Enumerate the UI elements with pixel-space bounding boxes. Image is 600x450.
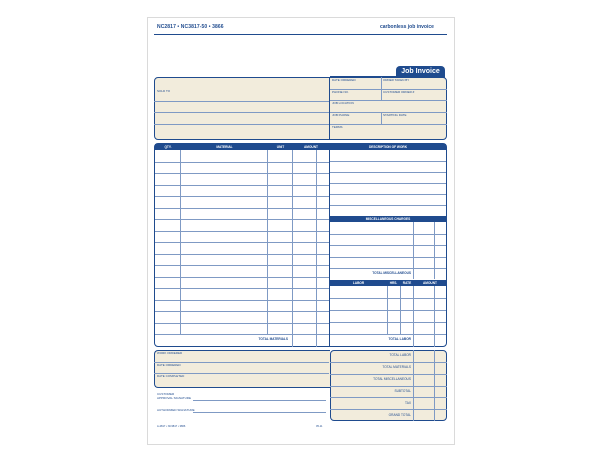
- summary-row-line: [330, 362, 447, 363]
- footer-left-code: A-2817 • NC3817 • 3866: [157, 425, 186, 428]
- info-divider: [329, 77, 330, 140]
- summary-rows: [330, 350, 447, 421]
- date-ordered-bottom-label: DATE ORDERED: [157, 363, 181, 367]
- materials-row-line: [155, 311, 329, 312]
- materials-row-line: [155, 300, 329, 301]
- rate-col-rule: [413, 286, 414, 347]
- sold-to-line-1: [154, 101, 329, 102]
- description-row-line: [330, 172, 446, 173]
- materials-row-line: [155, 277, 329, 278]
- materials-row-line: [155, 288, 329, 289]
- materials-row-line: [155, 334, 329, 335]
- misc-row-line: [330, 257, 446, 258]
- hrs-col-rule: [400, 286, 401, 335]
- job-location-label: JOB LOCATION: [332, 101, 354, 105]
- phone-split: [381, 89, 382, 100]
- materials-row-line: [155, 265, 329, 266]
- date-completed-label: DATE COMPLETED: [157, 374, 185, 378]
- materials-row-line: [155, 162, 329, 163]
- header-divider: [154, 34, 447, 35]
- labor-row-line: [330, 334, 446, 335]
- total-misc-label: TOTAL MISCELLANEOUS: [372, 271, 411, 275]
- customer-order-label: CUSTOMER ORDER #: [383, 90, 415, 94]
- materials-row-line: [155, 323, 329, 324]
- misc-row-line: [330, 234, 446, 235]
- date-split: [381, 77, 382, 89]
- authorized-signature-line[interactable]: [193, 412, 326, 413]
- info-row-line-4: [330, 124, 447, 125]
- materials-grid: [155, 150, 329, 347]
- amount-cents-rule: [316, 150, 317, 347]
- misc-cents-rule: [434, 222, 435, 279]
- labor-row-line: [330, 322, 446, 323]
- summary-row-label: TAX: [405, 400, 411, 405]
- summary-row-line: [330, 386, 447, 387]
- summary-row-line: [330, 409, 447, 410]
- authorized-signature-label: AUTHORIZED SIGNATURE: [157, 408, 195, 412]
- brand-text: carbonless job invoice: [380, 24, 434, 30]
- description-row-line: [330, 205, 446, 206]
- approval-signature-label: APPROVAL SIGNATURE: [157, 396, 191, 400]
- misc-row-line: [330, 245, 446, 246]
- phone-no-label: PHONE NO.: [332, 90, 349, 94]
- labor-row-line: [330, 298, 446, 299]
- materials-row-line: [155, 254, 329, 255]
- info-section: [154, 77, 447, 140]
- order-taken-by-label: ORDER TAKEN BY: [383, 78, 410, 82]
- description-grid: [330, 150, 446, 215]
- approval-signature-line[interactable]: [193, 400, 326, 401]
- total-materials-label: TOTAL MATERIALS: [258, 337, 288, 341]
- sold-to-line-2: [154, 112, 329, 113]
- materials-row-line: [155, 231, 329, 232]
- description-row-line: [330, 183, 446, 184]
- sold-to-label: SOLD TO: [157, 89, 171, 93]
- sold-to-line-3: [154, 124, 329, 125]
- labor-cents-rule: [434, 286, 435, 347]
- materials-row-line: [155, 242, 329, 243]
- total-labor-label: TOTAL LABOR: [388, 337, 411, 341]
- form-title-tab: Job Invoice: [396, 66, 445, 78]
- qty-col-rule: [180, 150, 181, 335]
- labor-header: LABOR: [330, 280, 387, 286]
- unit-header: UNIT: [268, 144, 293, 150]
- rate-header: RATE: [400, 280, 414, 286]
- customer-label: CUSTOMER: [157, 392, 175, 396]
- labor-amount-header: AMOUNT: [414, 280, 446, 286]
- materials-row-line: [155, 219, 329, 220]
- misc-row-line: [330, 268, 446, 269]
- description-header: DESCRIPTION OF WORK: [330, 144, 446, 150]
- product-code: NC2817 • NC3817-50 • 3866: [157, 24, 224, 30]
- description-row-line: [330, 161, 446, 162]
- terms-label: TERMS: [332, 125, 343, 129]
- labor-row-line: [330, 310, 446, 311]
- work-dates-box: [154, 350, 330, 388]
- summary-row-label: TOTAL MISCELLANEOUS: [373, 377, 411, 382]
- job-phone-split: [381, 112, 382, 124]
- misc-amount-rule: [413, 222, 414, 279]
- starting-date-label: STARTING DATE: [383, 113, 407, 117]
- summary-amount-rule: [413, 350, 414, 421]
- work-ordered-label: WORK ORDERED: [157, 351, 183, 355]
- materials-row-line: [155, 173, 329, 174]
- unit-col-rule: [292, 150, 293, 347]
- summary-cents-rule: [434, 350, 435, 421]
- summary-row-label: GRAND TOTAL: [388, 412, 411, 417]
- amount-header: AMOUNT: [293, 144, 329, 150]
- summary-row-label: SUBTOTAL: [394, 388, 411, 393]
- materials-row-line: [155, 196, 329, 197]
- material-header: MATERIAL: [181, 144, 268, 150]
- summary-row-line: [330, 397, 447, 398]
- summary-row-label: TOTAL MATERIALS: [382, 365, 411, 370]
- summary-row-line: [330, 374, 447, 375]
- description-row-line: [330, 194, 446, 195]
- job-phone-label: JOB PHONE: [332, 113, 350, 117]
- hrs-header: HRS.: [387, 280, 400, 286]
- labor-col-rule: [387, 286, 388, 335]
- date-ordered-label: DATE ORDERED: [332, 78, 356, 82]
- qty-header: QTY.: [155, 144, 181, 150]
- misc-header: MISCELLANEOUS CHARGES: [330, 216, 446, 222]
- materials-row-line: [155, 208, 329, 209]
- summary-row-label: TOTAL LABOR: [389, 353, 411, 358]
- material-col-rule: [267, 150, 268, 335]
- materials-row-line: [155, 185, 329, 186]
- footer-right-code: 05-11: [316, 425, 323, 428]
